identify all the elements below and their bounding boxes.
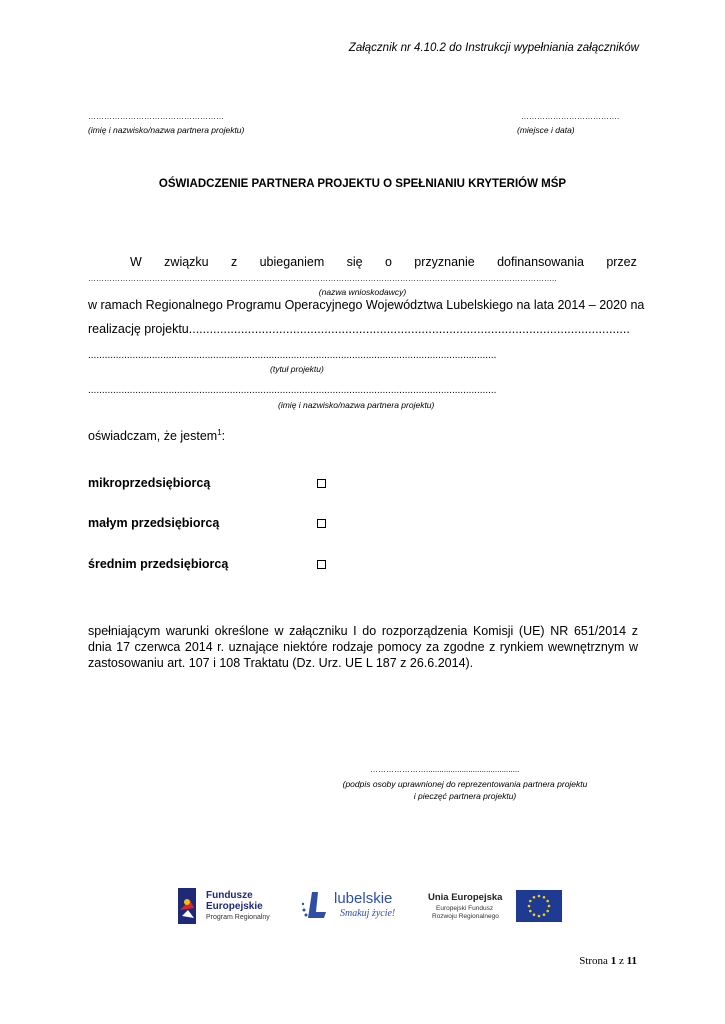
program-line: w ramach Regionalnego Programu Operacyjnego Województwa Lubelskiego na lata 2014 – 2020 na (88, 298, 645, 312)
fe-line1: Fundusze (206, 890, 253, 901)
footnote-marker: 1 (217, 428, 222, 437)
page-total: 11 (626, 955, 637, 967)
intro-word: z (231, 255, 238, 269)
option-medium-checkbox[interactable] (317, 560, 326, 569)
document-title: OŚWIADCZENIE PARTNERA PROJEKTU O SPEŁNIANIU KRYTERIÓW MŚP (158, 178, 567, 190)
fe-line2: Europejskie (206, 901, 263, 912)
fe-mark-icon (176, 886, 200, 926)
project-line: realizację projektu............................................................................................................................... (88, 322, 630, 336)
page-word: Strona (579, 955, 608, 967)
ue-line2: Europejski Fundusz (436, 905, 494, 912)
fundusze-europejskie-logo (176, 886, 276, 926)
lubelskie-mark-icon (300, 890, 328, 922)
option-micro-label: mikroprzedsiębiorcą (88, 476, 211, 490)
ue-line1: Unia Europejska (428, 892, 503, 903)
declaration-text: oświadczam, że jestem (88, 429, 218, 444)
applicant-label: (nazwa wnioskodawcy) (318, 287, 407, 297)
intro-word: związku (164, 255, 209, 269)
option-micro-checkbox[interactable] (317, 479, 326, 488)
unia-europejska-logo (428, 890, 568, 926)
intro-word: przez (606, 255, 637, 269)
partner-name-dots: …………………………………………… (88, 112, 224, 121)
project-title-label: (tytuł projektu) (270, 364, 324, 374)
partner-name-label: (imię i nazwisko/nazwa partnera projektu) (88, 125, 245, 135)
lubelskie-slogan: Smakuj życie! (340, 908, 396, 919)
option-medium-label: średnim przedsiębiorcą (88, 557, 229, 571)
partner-dots: ................................................................................................................................................... (88, 385, 497, 396)
applicant-dots: ………………………………………………………………………………………………………………………………………………………….. (88, 274, 557, 283)
option-small-label: małym przedsiębiorcą (88, 516, 220, 530)
option-small-checkbox[interactable] (317, 519, 326, 528)
ue-line3: Rozwoju Regionalnego (432, 913, 499, 920)
project-title-dots: ................................................................................................................................................... (88, 350, 497, 361)
eu-flag-icon (516, 890, 562, 922)
intro-word: o (384, 255, 392, 269)
page-of: z (618, 955, 624, 967)
attachment-note: Załącznik nr 4.10.2 do Instrukcji wypełniania załączników (348, 42, 639, 54)
place-date-label: (miejsce i data) (517, 125, 575, 135)
declaration (88, 428, 225, 443)
intro-line (130, 255, 637, 269)
intro-word: się (346, 255, 363, 269)
signature-dots: ………………….......................................... (370, 765, 520, 774)
intro-word: przyznanie (414, 255, 475, 269)
partner-label: (imię i nazwisko/nazwa partnera projektu) (278, 400, 435, 410)
conditions-text: spełniającym warunki określone w załączniku I do rozporządzenia Komisji (UE) NR 651/2014 z dnia 17 czerwca 2014 r. uznające niektóre rodzaje pomocy za zgodne z rynkiem wewnętrznym w zastosowaniu art. 107 i 108 Traktatu (Dz. Urz. UE L 187 z 26.6.2014). (88, 624, 638, 670)
place-date-dots: ………………………………. (521, 112, 620, 121)
lubelskie-logo (300, 888, 410, 928)
page-current: 1 (610, 955, 617, 967)
lubelskie-name: lubelskie (334, 890, 393, 907)
intro-word: dofinansowania (497, 255, 584, 269)
intro-word: ubieganiem (259, 255, 325, 269)
signature-label-1: (podpis osoby uprawnionej do reprezentowania partnera projektu (342, 779, 588, 789)
page-number (579, 955, 637, 967)
intro-word: W (130, 255, 142, 269)
signature-label-2: i pieczęć partnera projektu) (413, 791, 517, 801)
fe-line3: Program Regionalny (206, 914, 270, 921)
declaration-suffix: : (221, 429, 226, 444)
